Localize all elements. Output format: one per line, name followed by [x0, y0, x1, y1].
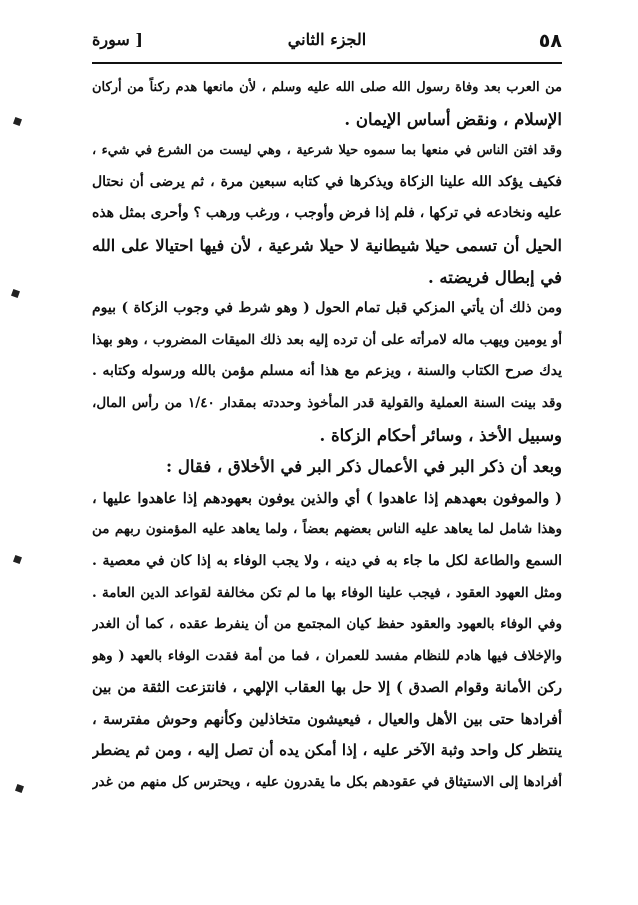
- page-number: ٥٨: [538, 30, 562, 52]
- text-line: والإخلاف فيها هادم للنظام مفسد للعمران ، فما من أمة فقدت الوفاء بالعهد ( وهو: [92, 647, 562, 664]
- text-line: وقد بينت السنة العملية والقولية قدر المأخوذ وحددته بمقدار ١/٤٠ من رأس المال،: [92, 394, 562, 411]
- text-line: في إبطال فريضته .: [427, 267, 562, 287]
- page-header: [92, 30, 562, 58]
- body-text: [92, 72, 562, 799]
- text-line: يدك صرح الكتاب والسنة ، ويزعم مع هذا أنه مسلم مؤمن بالله ورسوله وكتابه .: [92, 363, 562, 380]
- text-line: وبعد أن ذكر البر في الأعمال ذكر البر في الأخلاق ، فقال :: [166, 457, 562, 477]
- text-line: فكيف يؤكد الله علينا الزكاة ويذكرها في كتابه سبعين مرة ، ثم يرضى أن نحتال: [92, 173, 562, 190]
- text-line: الإسلام ، ونقض أساس الإيمان .: [344, 109, 562, 129]
- text-line: ومن ذلك أن يأتي المزكي قبل تمام الحول ( وهو شرط في وجوب الزكاة ) بيوم: [92, 300, 562, 317]
- text-line: ومثل العهود العقود ، فيجب علينا الوفاء بها ما لم تكن مخالفة لقواعد الدين العامة .: [92, 584, 562, 601]
- running-title: الجزء الثاني: [287, 30, 367, 49]
- scan-mark: [15, 784, 24, 793]
- text-line: عليه ونخادعه في تركها ، فلم إذا فرض وأوجب ، ورغب ورهب ؟ وأحرى بمثل هذه: [92, 205, 562, 222]
- text-line: وفي الوفاء بالعهود والعقود حفظ كيان المجتمع من أن ينفرط عقده ، كما أن الغدر: [92, 616, 562, 633]
- text-line: وقد افتن الناس في منعها بما سموه حيلا شرعية ، وهي ليست من الشرع في شيء ،: [92, 143, 562, 159]
- header-rule: [92, 62, 562, 64]
- text-line: أفرادها حتى بين الأهل والعيال ، فيعيشون متخاذلين وكأنهم وحوش مفترسة ،: [92, 710, 562, 728]
- scan-mark: [11, 289, 20, 298]
- text-line: أو يومين ويهب ماله لامرأته على أن ترده إليه بعد ذلك الميقات المضروب ، وهو بهذا: [92, 331, 562, 348]
- scan-mark: [13, 117, 22, 126]
- scan-mark: [13, 555, 22, 564]
- text-line: ينتظر كل واحد وثبة الآخر عليه ، إذا أمكن يده أن تصل إليه ، ومن ثم يضطر: [92, 741, 562, 760]
- text-line: وسبيل الأخذ ، وسائر أحكام الزكاة .: [319, 425, 562, 445]
- text-line: ركن الأمانة وقوام الصدق ) إلا حل بها العقاب الإلهي ، فانتزعت الثقة من بين: [92, 679, 562, 697]
- text-line: أفرادها إلى الاستيثاق في عقودهم بكل ما يقدرون عليه ، ويحترس كل منهم من غدر: [92, 774, 562, 791]
- text-line: ( والموفون بعهدهم إذا عاهدوا ) أي والذين يوفون بعهودهم إذا عاهدوا عليها ،: [92, 489, 562, 507]
- text-line: من العرب بعد وفاة رسول الله صلى الله عليه وسلم ، لأن مانعها هدم ركناً من أركان: [92, 80, 562, 95]
- text-line: السمع والطاعة لكل ما جاء به في دينه ، ولا يجب الوفاء به إذا كان في معصية .: [92, 552, 562, 569]
- text-line: الحيل أن تسمى حيلا شيطانية لا حيلا شرعية ، لأن فيها احتيالا على الله: [92, 235, 562, 255]
- text-line: وهذا شامل لما يعاهد عليه الناس بعضهم بعضاً ، ولما يعاهد عليه المؤمنون ربهم من: [92, 521, 562, 538]
- surah-label: [ سورة: [92, 30, 143, 49]
